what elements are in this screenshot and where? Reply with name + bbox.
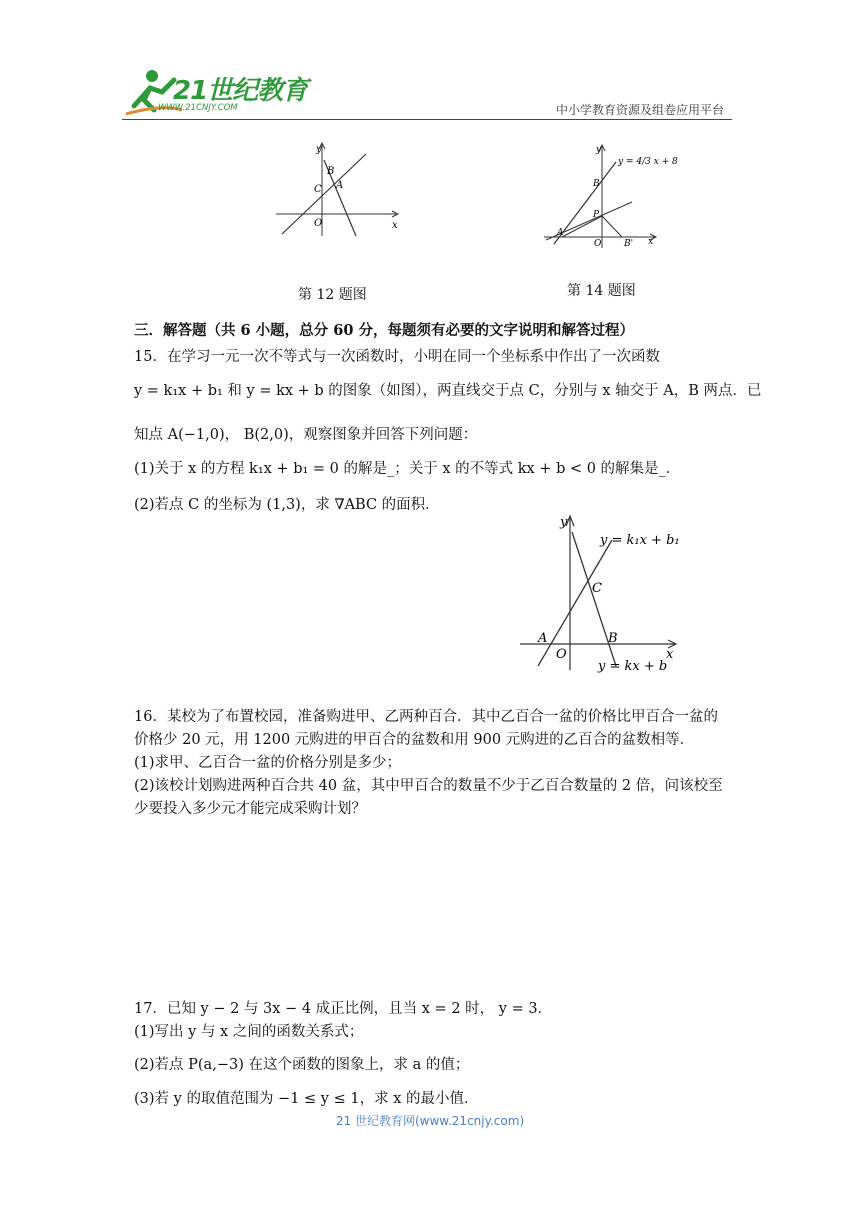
- fig14-point-b: B: [593, 179, 600, 189]
- fig15-y-label: y: [560, 515, 568, 530]
- fig14-origin: O: [594, 239, 602, 249]
- fig14-caption: 第 14 题图: [567, 283, 636, 299]
- fig12-point-b: B: [327, 166, 335, 177]
- fig15-line1-label: y = k₁x + b₁: [600, 533, 680, 548]
- fig14-point-p: P: [593, 210, 600, 220]
- q16-part2a: (2)该校计划购进两种百合共 40 盆，其中甲百合的数量不少于乙百合数量的 2 倍，问该校至: [134, 778, 723, 794]
- figure-12-graph: [272, 140, 402, 240]
- fig14-point-b-prime: B': [624, 239, 634, 249]
- fig12-point-a: A: [336, 180, 344, 191]
- q15-part1: (1)关于 x 的方程 k₁x + b₁ = 0 的解是_；关于 x 的不等式 kx + b < 0 的解集是_．: [134, 461, 681, 477]
- fig12-caption: 第 12 题图: [298, 287, 367, 303]
- q16-part2b: 少要投入多少元才能完成采购计划？: [134, 801, 366, 817]
- q17-part2: (2)若点 P(a,−3) 在这个函数的图象上，求 a 的值；: [134, 1057, 470, 1073]
- q16-line1: 16．某校为了布置校园，准备购进甲、乙两种百合．其中乙百合一盆的价格比甲百合一盆的: [134, 709, 718, 725]
- fig12-origin: O: [314, 218, 323, 229]
- fig12-x-label: x: [392, 220, 398, 231]
- header-platform-text: 中小学教育资源及组卷应用平台: [555, 103, 724, 117]
- fig15-origin: O: [556, 647, 567, 662]
- fig14-point-a: A: [557, 228, 564, 238]
- fig14-x-label: x: [648, 237, 654, 247]
- q15-line2: y = k₁x + b₁ 和 y = kx + b 的图象（如图），两直线交于点 C，分别与 x 轴交于 A，B 两点．已: [134, 383, 762, 399]
- fig15-point-c: C: [592, 581, 602, 596]
- fig15-point-b: B: [608, 631, 618, 646]
- fig12-point-c: C: [314, 184, 322, 195]
- q15-part2: (2)若点 C 的坐标为 (1,3)，求 ∇ABC 的面积．: [134, 497, 440, 513]
- fig15-point-a: A: [538, 631, 548, 646]
- figure-15-graph: [516, 510, 686, 676]
- fig15-line2-label: y = kx + b: [598, 659, 668, 674]
- fig14-line-label: y = 4/3 x + 8: [618, 157, 678, 167]
- q17-part3: (3)若 y 的取值范围为 −1 ≤ y ≤ 1，求 x 的最小值．: [134, 1091, 479, 1107]
- fig15-x-label: x: [666, 647, 674, 662]
- q15-line3: 知点 A(−1,0)， B(2,0)，观察图象并回答下列问题：: [134, 427, 478, 443]
- section-title: 三．解答题（共 6 小题，总分 60 分，每题须有必要的文字说明和解答过程）: [134, 322, 634, 339]
- q15-line1: 15．在学习一元一次不等式与一次函数时，小明在同一个坐标系中作出了一次函数: [134, 349, 660, 365]
- figure-14-graph: [540, 140, 680, 252]
- footer-text: 21 世纪教育网(www.21cnjy.com): [335, 1114, 525, 1128]
- q16-line2: 价格少 20 元，用 1200 元购进的甲百合的盆数和用 900 元购进的乙百合的盆数相等．: [134, 732, 695, 748]
- fig12-y-label: y: [316, 144, 322, 155]
- header-divider: [122, 119, 732, 120]
- q17-part1: (1)写出 y 与 x 之间的函数关系式；: [134, 1024, 364, 1040]
- fig14-y-label: y: [596, 145, 602, 155]
- q17-line1: 17．已知 y − 2 与 3x − 4 成正比例，且当 x = 2 时， y = 3．: [134, 1001, 553, 1017]
- q16-part1: (1)求甲、乙百合一盆的价格分别是多少；: [134, 755, 402, 771]
- logo-text: 21世纪教育: [173, 76, 308, 106]
- logo-subtitle: WWW.21CNJY.COM: [158, 103, 238, 113]
